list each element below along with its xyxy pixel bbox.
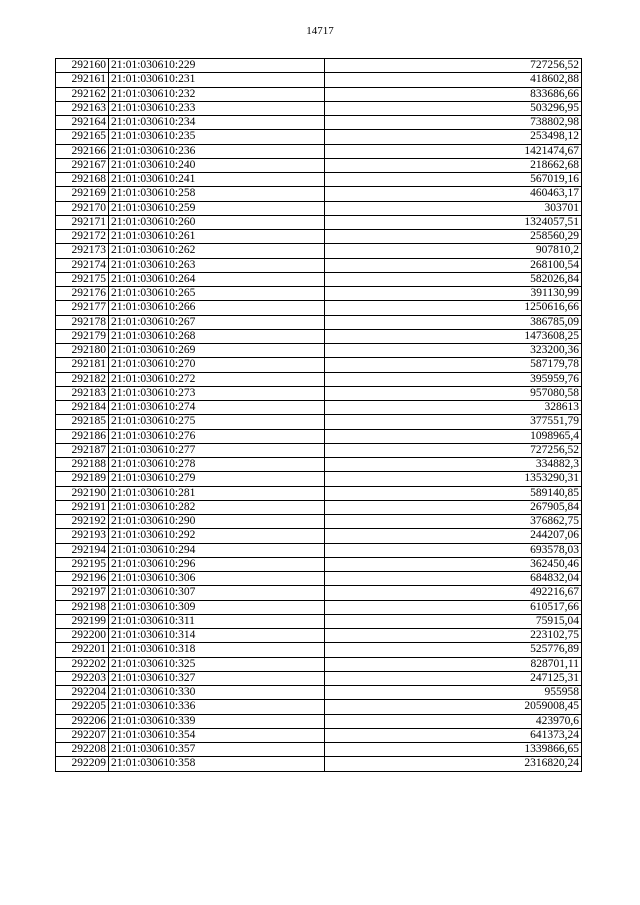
row-number-cell: 292185 [56,415,109,429]
row-number-cell: 292200 [56,629,109,643]
cadastral-value-cell: 1098965,4 [325,429,582,443]
table-row [56,686,582,700]
cadastral-number-cell: 21:01:030610:354 [109,728,325,742]
table-row [56,586,582,600]
table-row [56,386,582,400]
table-row [56,429,582,443]
cadastral-value-cell: 1324057,51 [325,215,582,229]
table-row [56,458,582,472]
table-row [56,258,582,272]
cadastral-value-cell: 75915,04 [325,614,582,628]
cadastral-number-cell: 21:01:030610:236 [109,144,325,158]
cadastral-number-cell: 21:01:030610:272 [109,372,325,386]
cadastral-number-cell: 21:01:030610:259 [109,201,325,215]
row-number-cell: 292195 [56,557,109,571]
cadastral-value-cell: 244207,06 [325,529,582,543]
cadastral-number-cell: 21:01:030610:292 [109,529,325,543]
table-row [56,230,582,244]
row-number-cell: 292190 [56,486,109,500]
cadastral-value-table [55,58,582,772]
table-row [56,515,582,529]
row-number-cell: 292206 [56,714,109,728]
cadastral-value-cell: 253498,12 [325,130,582,144]
table-row [56,743,582,757]
row-number-cell: 292162 [56,87,109,101]
cadastral-number-cell: 21:01:030610:240 [109,158,325,172]
cadastral-value-cell: 492216,67 [325,586,582,600]
cadastral-value-cell: 610517,66 [325,600,582,614]
row-number-cell: 292177 [56,301,109,315]
row-number-cell: 292192 [56,515,109,529]
cadastral-number-cell: 21:01:030610:273 [109,386,325,400]
cadastral-value-cell: 323200,36 [325,344,582,358]
row-number-cell: 292168 [56,173,109,187]
cadastral-number-cell: 21:01:030610:276 [109,429,325,443]
cadastral-number-cell: 21:01:030610:275 [109,415,325,429]
cadastral-number-cell: 21:01:030610:307 [109,586,325,600]
cadastral-number-cell: 21:01:030610:325 [109,657,325,671]
cadastral-value-cell: 334882,3 [325,458,582,472]
table-row [56,557,582,571]
row-number-cell: 292174 [56,258,109,272]
row-number-cell: 292163 [56,101,109,115]
table-row [56,700,582,714]
cadastral-value-cell: 1421474,67 [325,144,582,158]
row-number-cell: 292197 [56,586,109,600]
cadastral-number-cell: 21:01:030610:311 [109,614,325,628]
row-number-cell: 292170 [56,201,109,215]
cadastral-value-cell: 955958 [325,686,582,700]
table-row [56,215,582,229]
cadastral-number-cell: 21:01:030610:327 [109,671,325,685]
table-row [56,372,582,386]
cadastral-number-cell: 21:01:030610:281 [109,486,325,500]
row-number-cell: 292196 [56,572,109,586]
cadastral-number-cell: 21:01:030610:258 [109,187,325,201]
row-number-cell: 292180 [56,344,109,358]
table-row [56,87,582,101]
row-number-cell: 292172 [56,230,109,244]
row-number-cell: 292209 [56,757,109,771]
cadastral-value-cell: 693578,03 [325,543,582,557]
cadastral-value-cell: 641373,24 [325,728,582,742]
row-number-cell: 292182 [56,372,109,386]
cadastral-number-cell: 21:01:030610:261 [109,230,325,244]
cadastral-value-cell: 738802,98 [325,116,582,130]
table-row [56,629,582,643]
cadastral-number-cell: 21:01:030610:296 [109,557,325,571]
cadastral-number-cell: 21:01:030610:231 [109,73,325,87]
row-number-cell: 292201 [56,643,109,657]
table-row [56,287,582,301]
row-number-cell: 292198 [56,600,109,614]
row-number-cell: 292160 [56,59,109,73]
row-number-cell: 292165 [56,130,109,144]
table-row [56,130,582,144]
table-row [56,144,582,158]
cadastral-value-cell: 247125,31 [325,671,582,685]
row-number-cell: 292204 [56,686,109,700]
table-row [56,614,582,628]
row-number-cell: 292181 [56,358,109,372]
row-number-cell: 292167 [56,158,109,172]
cadastral-value-cell: 503296,95 [325,101,582,115]
cadastral-value-cell: 386785,09 [325,315,582,329]
cadastral-number-cell: 21:01:030610:264 [109,272,325,286]
cadastral-number-cell: 21:01:030610:234 [109,116,325,130]
cadastral-number-cell: 21:01:030610:294 [109,543,325,557]
row-number-cell: 292184 [56,401,109,415]
cadastral-number-cell: 21:01:030610:265 [109,287,325,301]
cadastral-value-cell: 268100,54 [325,258,582,272]
cadastral-value-cell: 582026,84 [325,272,582,286]
table-row [56,329,582,343]
table-row [56,315,582,329]
cadastral-number-cell: 21:01:030610:241 [109,173,325,187]
table-row [56,344,582,358]
cadastral-value-cell: 727256,52 [325,59,582,73]
row-number-cell: 292175 [56,272,109,286]
cadastral-number-cell: 21:01:030610:357 [109,743,325,757]
cadastral-number-cell: 21:01:030610:262 [109,244,325,258]
cadastral-number-cell: 21:01:030610:314 [109,629,325,643]
table-row [56,600,582,614]
page-number: 14717 [306,25,334,37]
table-row [56,301,582,315]
cadastral-number-cell: 21:01:030610:330 [109,686,325,700]
table-row [56,358,582,372]
cadastral-number-cell: 21:01:030610:268 [109,329,325,343]
table-row [56,572,582,586]
cadastral-value-cell: 362450,46 [325,557,582,571]
cadastral-number-cell: 21:01:030610:306 [109,572,325,586]
row-number-cell: 292203 [56,671,109,685]
cadastral-value-cell: 328613 [325,401,582,415]
cadastral-value-cell: 589140,85 [325,486,582,500]
row-number-cell: 292188 [56,458,109,472]
table-row [56,116,582,130]
row-number-cell: 292186 [56,429,109,443]
cadastral-value-cell: 258560,29 [325,230,582,244]
table-row [56,500,582,514]
table-row [56,173,582,187]
row-number-cell: 292191 [56,500,109,514]
cadastral-value-cell: 423970,6 [325,714,582,728]
cadastral-value-cell: 395959,76 [325,372,582,386]
cadastral-number-cell: 21:01:030610:229 [109,59,325,73]
row-number-cell: 292169 [56,187,109,201]
cadastral-number-cell: 21:01:030610:269 [109,344,325,358]
cadastral-value-cell: 418602,88 [325,73,582,87]
row-number-cell: 292173 [56,244,109,258]
row-number-cell: 292176 [56,287,109,301]
cadastral-number-cell: 21:01:030610:279 [109,472,325,486]
cadastral-value-cell: 828701,11 [325,657,582,671]
row-number-cell: 292179 [56,329,109,343]
table-body [56,59,582,772]
cadastral-value-cell: 218662,68 [325,158,582,172]
table-row [56,59,582,73]
cadastral-number-cell: 21:01:030610:309 [109,600,325,614]
cadastral-number-cell: 21:01:030610:266 [109,301,325,315]
cadastral-number-cell: 21:01:030610:263 [109,258,325,272]
cadastral-value-cell: 1353290,31 [325,472,582,486]
cadastral-number-cell: 21:01:030610:278 [109,458,325,472]
cadastral-value-cell: 957080,58 [325,386,582,400]
row-number-cell: 292194 [56,543,109,557]
cadastral-value-cell: 460463,17 [325,187,582,201]
cadastral-number-cell: 21:01:030610:290 [109,515,325,529]
cadastral-value-cell: 1250616,66 [325,301,582,315]
cadastral-value-cell: 833686,66 [325,87,582,101]
table-row [56,728,582,742]
row-number-cell: 292171 [56,215,109,229]
row-number-cell: 292208 [56,743,109,757]
cadastral-value-cell: 377551,79 [325,415,582,429]
table-row [56,443,582,457]
row-number-cell: 292199 [56,614,109,628]
cadastral-value-cell: 303701 [325,201,582,215]
table-row [56,201,582,215]
table-row [56,272,582,286]
cadastral-number-cell: 21:01:030610:267 [109,315,325,329]
table-row [56,101,582,115]
row-number-cell: 292178 [56,315,109,329]
row-number-cell: 292166 [56,144,109,158]
cadastral-number-cell: 21:01:030610:260 [109,215,325,229]
table-row [56,73,582,87]
cadastral-value-cell: 1339866,65 [325,743,582,757]
row-number-cell: 292193 [56,529,109,543]
table-row [56,158,582,172]
cadastral-number-cell: 21:01:030610:235 [109,130,325,144]
cadastral-value-cell: 684832,04 [325,572,582,586]
cadastral-number-cell: 21:01:030610:336 [109,700,325,714]
cadastral-value-cell: 727256,52 [325,443,582,457]
row-number-cell: 292189 [56,472,109,486]
cadastral-value-cell: 525776,89 [325,643,582,657]
table-row [56,671,582,685]
cadastral-number-cell: 21:01:030610:233 [109,101,325,115]
table-row [56,657,582,671]
cadastral-number-cell: 21:01:030610:339 [109,714,325,728]
cadastral-number-cell: 21:01:030610:358 [109,757,325,771]
cadastral-number-cell: 21:01:030610:277 [109,443,325,457]
row-number-cell: 292187 [56,443,109,457]
row-number-cell: 292161 [56,73,109,87]
cadastral-value-cell: 223102,75 [325,629,582,643]
table-row [56,401,582,415]
cadastral-number-cell: 21:01:030610:270 [109,358,325,372]
cadastral-value-cell: 1473608,25 [325,329,582,343]
row-number-cell: 292207 [56,728,109,742]
cadastral-number-cell: 21:01:030610:232 [109,87,325,101]
table-row [56,543,582,557]
cadastral-value-cell: 391130,99 [325,287,582,301]
row-number-cell: 292205 [56,700,109,714]
cadastral-value-cell: 267905,84 [325,500,582,514]
cadastral-value-cell: 376862,75 [325,515,582,529]
row-number-cell: 292164 [56,116,109,130]
cadastral-value-cell: 567019,16 [325,173,582,187]
table-row [56,472,582,486]
cadastral-value-cell: 2316820,24 [325,757,582,771]
table-row [56,757,582,771]
table-row [56,643,582,657]
cadastral-number-cell: 21:01:030610:318 [109,643,325,657]
table-row [56,187,582,201]
cadastral-number-cell: 21:01:030610:282 [109,500,325,514]
cadastral-value-cell: 2059008,45 [325,700,582,714]
table-row [56,486,582,500]
row-number-cell: 292183 [56,386,109,400]
cadastral-value-cell: 587179,78 [325,358,582,372]
cadastral-number-cell: 21:01:030610:274 [109,401,325,415]
cadastral-value-cell: 907810,2 [325,244,582,258]
table-row [56,244,582,258]
table-row [56,714,582,728]
table-row [56,415,582,429]
row-number-cell: 292202 [56,657,109,671]
table-row [56,529,582,543]
